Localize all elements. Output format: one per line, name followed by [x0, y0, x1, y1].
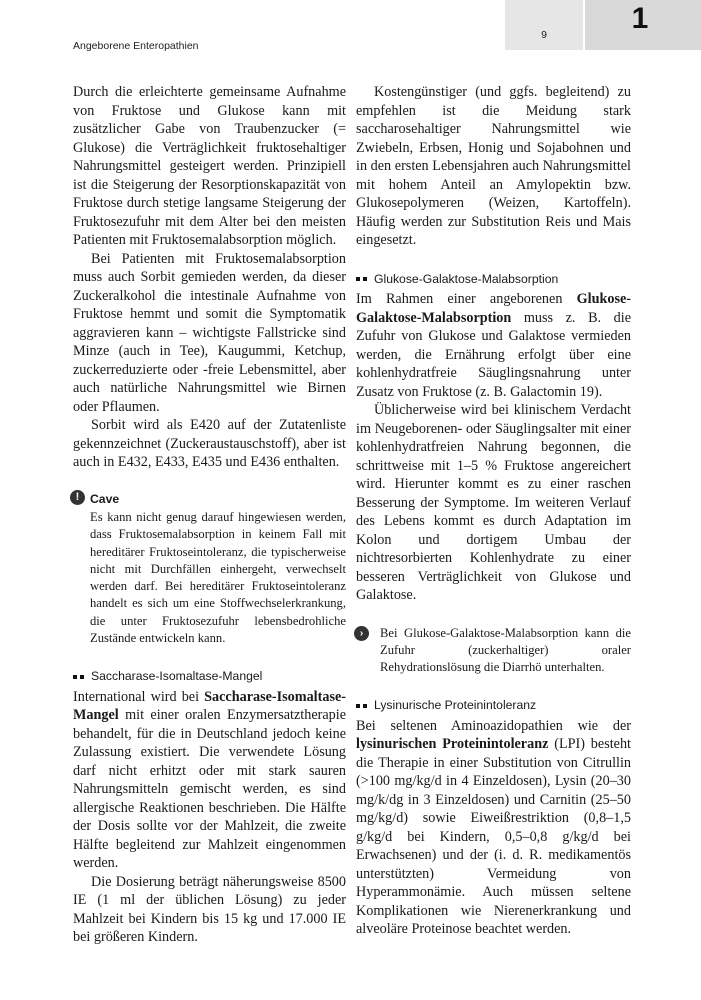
paragraph: Kostengünstiger (und ggfs. begleitend) zu empfehlen ist die Meidung stark saccharosehaltiger Nahrungsmittel wie Zwiebeln, Erbsen, Honig und Sojabohnen und in den ersten Lebensjahren auch Nahrungsmittel mit hohem Anteil an Amylopektin bzw. Glukosepolymeren (Weizen, Kartoffeln). Häufig werden zur Substitution Reis und Mais eingesetzt. — [356, 84, 631, 248]
section-heading — [356, 696, 631, 715]
heading-bullet-icon — [356, 704, 360, 708]
heading-bullet-icon — [356, 277, 360, 281]
paragraph: Bei seltenen Aminoazidopathien wie der lysinurischen Proteinintoleranz (LPI) besteht die Therapie in einer Substitution von Citrullin (>100 mg/kg/d in 4 Einzeldosen), Lysin (20–30 mg/k/dg in 3 Einzeldosen) und Carnitin (25–50 mg/kg/d) sowie Eiweißrestriktion (0,8–1,5 g/kg/d bei Kindern, 0,5–0,8 g/kg/d bei Erwachsenen) und der (i. d. R. medikamentös unterstützten) Vermeidung von Hyperammonämie. Auch müssen seltene Komplikationen wie Nierenerkrankung und alveoläre Proteinose beachtet werden. — [356, 717, 631, 938]
cave-title: Cave — [90, 491, 120, 506]
running-head: Angeborene Enteropathien — [73, 40, 199, 52]
right-column — [356, 83, 631, 939]
section-heading — [356, 270, 631, 289]
section-heading-text: Glukose-Galaktose-Malabsorption — [374, 271, 559, 286]
warning-icon: ! — [70, 490, 85, 505]
cave-text: Es kann nicht genug darauf hingewiesen werden, dass Fruktosemalabsorption in keinem Fall mit hereditärer Fruktoseintoleranz, die typischerweise nicht mit Durchfällen einhergeht, verwechselt werden darf. Bei hereditärer Fruktoseintoleranz handelt es sich um eine Stoffwechselerkrankung, die unter Fruktosezufuhr lebensbedrohliche Zustände entwickeln kann. — [90, 510, 346, 646]
heading-bullet-icon — [80, 675, 84, 679]
paragraph: Im Rahmen einer angeborenen Glukose-Galaktose-Malabsorption muss z. B. die Zufuhr von Glukose und Galaktose vermieden werden, die Ernährung erfolgt über eine kohlenhydratfreie Säuglingsnahrung unter Zusatz von Fruktose (z. B. Galactomin 19). — [356, 291, 631, 400]
page-number-tab — [505, 0, 583, 50]
chapter-number: 1 — [631, 2, 649, 35]
section-saccharase — [73, 667, 346, 947]
section-lysinurische — [356, 696, 631, 939]
heading-bullet-icon — [363, 704, 367, 708]
arrow-right-icon: › — [354, 626, 369, 641]
page-number: 9 — [541, 29, 547, 41]
left-column — [73, 83, 346, 947]
tip-text: Bei Glukose-Galaktose-Malabsorption kann die Zufuhr (zuckerhaltiger) oraler Rehydrationslösung die Diarrhö unterhalten. — [380, 625, 631, 675]
section-glukose-galaktose — [356, 270, 631, 605]
tip-box — [356, 625, 631, 677]
paragraph: Bei Patienten mit Fruktosemalabsorption muss auch Sorbit gemieden werden, da dieser Zuckeralkohol die intestinale Aufnahme von Fruktose hemmt und somit die Symptomatik aggravieren kann – wichtigste Fallstricke sind Minze (auch in Tee), Kaugummi, Ketchup, zuckerreduzierte oder -freie Lebensmittel, aber auch natürliche Nahrungsmittel wie Birnen oder Pflaumen. — [73, 250, 346, 415]
section-heading — [73, 667, 346, 686]
section-heading-text: Saccharase-Isomaltase-Mangel — [91, 669, 263, 684]
section-heading-text: Lysinurische Proteinintoleranz — [374, 698, 537, 713]
paragraph: Die Dosierung beträgt näherungsweise 8500 IE (1 ml der üblichen Lösung) zu jeder Mahlzeit bei Kindern bis 15 kg und 17.000 IE bei größeren Kindern. — [73, 873, 346, 946]
paragraph: Üblicherweise wird bei klinischem Verdacht im Neugeborenen- oder Säuglingsalter mit einer kohlenhydratfreien Nahrung begonnen, die schrittweise mit 1–5 % Fruktose angereichert wird. Hierunter kommt es zu einer raschen Besserung der Symptome. Im weiteren Verlauf des Lebens kommt es durch Adaptation im Kolon und dortigem Umbau der nichtresorbierten Kohlenhydrate zu einer besseren Verträglichkeit von Glukose und Galaktose. — [356, 402, 631, 603]
heading-bullet-icon — [363, 277, 367, 281]
heading-bullet-icon — [73, 675, 77, 679]
paragraph: Sorbit wird als E420 auf der Zutatenliste gekennzeichnet (Zuckeraustauschstoff), aber ist auch in E432, E433, E435 und E436 enthalten. — [73, 417, 346, 470]
cave-box — [73, 490, 346, 648]
paragraph: International wird bei Saccharase-Isomaltase-Mangel mit einer oralen Enzymersatztherapie behandelt, für die in Deutschland jedoch keine Zulassung existiert. Die verwendete Lösung darf nicht erhitzt oder mit stark sauren Nahrungsmitteln gemischt werden, es sind allergische Reaktionen beschrieben. Die Hälfte der Dosis sollte vor der Mahlzeit, die zweite Hälfte begleitend zur Mahlzeit eingenommen werden. — [73, 688, 346, 872]
paragraph: Durch die erleichterte gemeinsame Aufnahme von Fruktose und Glukose kann mit zusätzlicher Gabe von Traubenzucker (= Glukose) die Verträglichkeit fruktosehaltiger Nahrungsmittel gesteigert werden. Prinzipiell ist die Steigerung der Resorptionskapazität von Fruktose durch stetige langsame Steigerung der Fruktosezufuhr mit dem Alter bei den meisten Patienten mit Fruktosemalabsorption möglich. — [73, 84, 346, 248]
